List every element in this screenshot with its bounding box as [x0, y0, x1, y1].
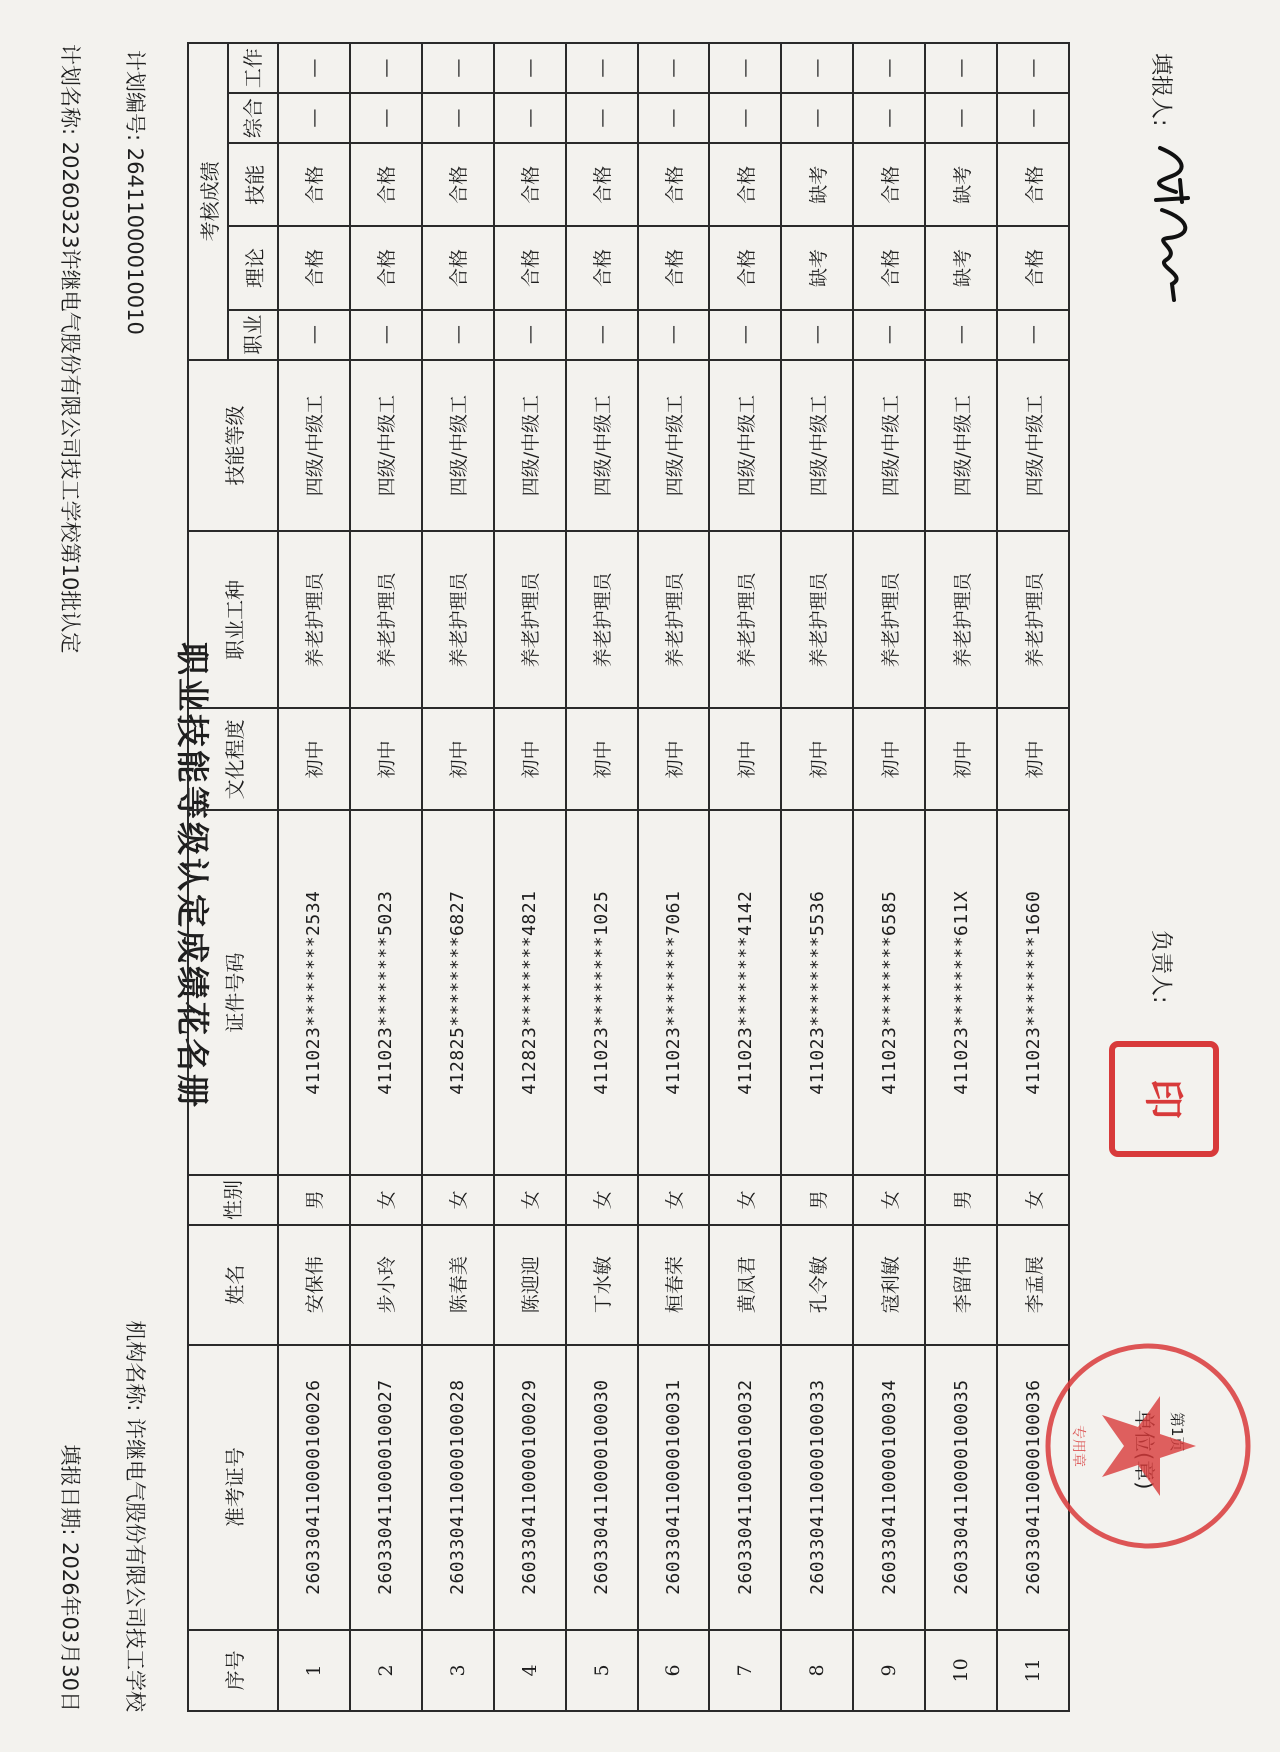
roster-table [187, 42, 1070, 1712]
row-skill-level: 四级/中级工 [709, 360, 781, 532]
row-score-skill: 合格 [709, 143, 781, 226]
table-row [638, 43, 710, 1711]
row-ticket-number: 2603304110000100032 [709, 1345, 781, 1630]
row-seq: 2 [350, 1630, 422, 1711]
row-education: 初中 [925, 708, 997, 810]
row-skill-level: 四级/中级工 [494, 360, 566, 532]
row-education: 初中 [566, 708, 638, 810]
row-ticket-number: 2603304110000100036 [997, 1345, 1069, 1630]
header-name: 姓名 [188, 1225, 278, 1345]
table-row [350, 43, 422, 1711]
plan-name-label: 计划名称: [58, 44, 82, 136]
row-education: 初中 [709, 708, 781, 810]
row-occupation: 养老护理员 [350, 531, 422, 708]
table-row [709, 43, 781, 1711]
row-score-overall: — [278, 93, 350, 143]
row-score-vocation: — [781, 310, 853, 360]
row-seq: 4 [494, 1630, 566, 1711]
row-id-number: 411023********1025 [566, 810, 638, 1174]
filler-label: 填报人: [1148, 53, 1173, 127]
row-ticket-number: 2603304110000100034 [853, 1345, 925, 1630]
header-score-work [228, 43, 278, 93]
header-score-vocation [228, 310, 278, 360]
svg-text:印: 印 [1140, 1079, 1186, 1119]
svg-text:专用章: 专用章 [1070, 1425, 1086, 1467]
plan-name [56, 44, 86, 653]
row-score-vocation: — [422, 310, 494, 360]
row-seq: 1 [278, 1630, 350, 1711]
row-occupation: 养老护理员 [709, 531, 781, 708]
row-score-skill: 合格 [494, 143, 566, 226]
header-score-group: 考核成绩 [188, 43, 228, 360]
row-occupation: 养老护理员 [781, 531, 853, 708]
personal-seal [1108, 1040, 1220, 1158]
row-name: 李留伟 [925, 1225, 997, 1345]
row-name: 李孟展 [997, 1225, 1069, 1345]
row-education: 初中 [853, 708, 925, 810]
row-skill-level: 四级/中级工 [853, 360, 925, 532]
row-score-vocation: — [925, 310, 997, 360]
header-occupation: 职业工种 [188, 531, 278, 708]
header-skill-level: 技能等级 [188, 360, 278, 532]
row-score-overall: — [853, 93, 925, 143]
row-seq: 6 [638, 1630, 710, 1711]
row-skill-level: 四级/中级工 [781, 360, 853, 532]
organization-name-label: 机构名称: [123, 1320, 147, 1412]
row-score-overall: — [925, 93, 997, 143]
row-name: 寇利敏 [853, 1225, 925, 1345]
row-gender: 女 [422, 1175, 494, 1225]
row-score-skill: 合格 [566, 143, 638, 226]
header-score-vocation-label: 职业 [241, 314, 265, 355]
row-id-number: 411023********5536 [781, 810, 853, 1174]
row-score-overall: — [997, 93, 1069, 143]
row-skill-level: 四级/中级工 [422, 360, 494, 532]
table-row [566, 43, 638, 1711]
report-date-label: 填报日期: [58, 1444, 82, 1536]
row-score-vocation: — [566, 310, 638, 360]
table-row [853, 43, 925, 1711]
row-score-theory: 合格 [278, 226, 350, 309]
row-gender: 女 [494, 1175, 566, 1225]
row-ticket-number: 2603304110000100035 [925, 1345, 997, 1630]
row-education: 初中 [494, 708, 566, 810]
row-score-overall: — [781, 93, 853, 143]
row-score-vocation: — [278, 310, 350, 360]
row-score-skill: 合格 [997, 143, 1069, 226]
table-row [422, 43, 494, 1711]
row-id-number: 412825********6827 [422, 810, 494, 1174]
row-id-number: 411023********4142 [709, 810, 781, 1174]
row-ticket-number: 2603304110000100030 [566, 1345, 638, 1630]
row-score-skill: 合格 [853, 143, 925, 226]
row-occupation: 养老护理员 [925, 531, 997, 708]
header-score-skill: 技能 [228, 143, 278, 226]
row-ticket-number: 2603304110000100031 [638, 1345, 710, 1630]
row-seq: 9 [853, 1630, 925, 1711]
row-gender: 男 [781, 1175, 853, 1225]
row-education: 初中 [638, 708, 710, 810]
row-score-vocation: — [638, 310, 710, 360]
row-score-overall: — [494, 93, 566, 143]
row-score-vocation: — [997, 310, 1069, 360]
table-row [494, 43, 566, 1711]
row-education: 初中 [781, 708, 853, 810]
row-score-theory: 合格 [853, 226, 925, 309]
roster-table-wrapper [187, 42, 1070, 1712]
row-score-skill: 合格 [638, 143, 710, 226]
header-ticket-number: 准考证号 [188, 1345, 278, 1630]
row-score-work: — [278, 43, 350, 93]
row-id-number: 411023********5023 [350, 810, 422, 1174]
report-date-value: 2026年03月30日 [58, 1542, 82, 1712]
row-occupation: 养老护理员 [422, 531, 494, 708]
row-skill-level: 四级/中级工 [350, 360, 422, 532]
table-row [925, 43, 997, 1711]
row-gender: 女 [350, 1175, 422, 1225]
row-occupation: 养老护理员 [997, 531, 1069, 708]
plan-number-value: 26411000010010 [123, 147, 147, 335]
row-ticket-number: 2603304110000100028 [422, 1345, 494, 1630]
row-gender: 女 [997, 1175, 1069, 1225]
head-label: 负责人: [1148, 930, 1173, 1004]
row-score-skill: 合格 [278, 143, 350, 226]
row-education: 初中 [350, 708, 422, 810]
row-score-skill: 缺考 [925, 143, 997, 226]
row-score-work: — [638, 43, 710, 93]
row-occupation: 养老护理员 [566, 531, 638, 708]
organization-name-value: 许继电气股份有限公司技工学校 [123, 1418, 147, 1712]
row-score-theory: 缺考 [781, 226, 853, 309]
row-score-theory: 合格 [566, 226, 638, 309]
plan-number-label: 计划编号: [123, 50, 147, 142]
row-name: 孔令敏 [781, 1225, 853, 1345]
row-score-work: — [422, 43, 494, 93]
row-education: 初中 [422, 708, 494, 810]
header-seq: 序号 [188, 1630, 278, 1711]
row-score-work: — [853, 43, 925, 93]
row-occupation: 养老护理员 [638, 531, 710, 708]
row-score-vocation: — [350, 310, 422, 360]
roster-rows [278, 43, 1069, 1711]
row-score-overall: — [709, 93, 781, 143]
filler-signature [1142, 140, 1202, 310]
row-skill-level: 四级/中级工 [566, 360, 638, 532]
row-score-skill: 合格 [422, 143, 494, 226]
row-gender: 女 [709, 1175, 781, 1225]
row-score-theory: 合格 [997, 226, 1069, 309]
row-education: 初中 [278, 708, 350, 810]
row-ticket-number: 2603304110000100027 [350, 1345, 422, 1630]
row-score-theory: 合格 [638, 226, 710, 309]
row-occupation: 养老护理员 [278, 531, 350, 708]
row-ticket-number: 2603304110000100026 [278, 1345, 350, 1630]
row-seq: 5 [566, 1630, 638, 1711]
row-name: 步小玲 [350, 1225, 422, 1345]
header-education: 文化程度 [188, 708, 278, 810]
row-occupation: 养老护理员 [494, 531, 566, 708]
row-score-theory: 合格 [350, 226, 422, 309]
row-seq: 3 [422, 1630, 494, 1711]
row-name: 安保伟 [278, 1225, 350, 1345]
row-seq: 11 [997, 1630, 1069, 1711]
header-gender [188, 1175, 278, 1225]
plan-number [121, 50, 151, 335]
row-score-vocation: — [494, 310, 566, 360]
row-name: 陈迎迎 [494, 1225, 566, 1345]
row-gender: 男 [278, 1175, 350, 1225]
row-name: 黄凤君 [709, 1225, 781, 1345]
row-score-vocation: — [853, 310, 925, 360]
header-gender-label: 性别 [221, 1179, 245, 1220]
row-id-number: 411023********1660 [997, 810, 1069, 1174]
row-score-work: — [781, 43, 853, 93]
row-education: 初中 [997, 708, 1069, 810]
row-seq: 7 [709, 1630, 781, 1711]
row-name: 丁水敏 [566, 1225, 638, 1345]
row-score-work: — [925, 43, 997, 93]
header-score-overall-label: 综合 [241, 98, 265, 139]
header-score-overall [228, 93, 278, 143]
row-score-work: — [494, 43, 566, 93]
row-id-number: 411023********6585 [853, 810, 925, 1174]
row-name: 桓春荣 [638, 1225, 710, 1345]
row-score-work: — [350, 43, 422, 93]
row-id-number: 412823********4821 [494, 810, 566, 1174]
row-score-theory: 缺考 [925, 226, 997, 309]
row-gender: 女 [638, 1175, 710, 1225]
header-id-number: 证件号码 [188, 810, 278, 1174]
page-number: 第1页 [1168, 1412, 1186, 1452]
row-seq: 10 [925, 1630, 997, 1711]
table-row [278, 43, 350, 1711]
row-ticket-number: 2603304110000100029 [494, 1345, 566, 1630]
document-title: 职业技能等级认定成绩花名册 [173, 642, 212, 1110]
row-score-work: — [566, 43, 638, 93]
report-date [56, 1444, 86, 1712]
row-skill-level: 四级/中级工 [278, 360, 350, 532]
row-id-number: 411023********2534 [278, 810, 350, 1174]
header-score-work-label: 工作 [241, 48, 265, 89]
row-id-number: 411023********611X [925, 810, 997, 1174]
row-score-overall: — [566, 93, 638, 143]
row-id-number: 411023********7061 [638, 810, 710, 1174]
row-gender: 女 [853, 1175, 925, 1225]
row-gender: 女 [566, 1175, 638, 1225]
row-skill-level: 四级/中级工 [638, 360, 710, 532]
row-score-theory: 合格 [422, 226, 494, 309]
row-score-skill: 缺考 [781, 143, 853, 226]
header-score-theory: 理论 [228, 226, 278, 309]
row-score-overall: — [638, 93, 710, 143]
row-skill-level: 四级/中级工 [925, 360, 997, 532]
row-score-work: — [709, 43, 781, 93]
table-row [781, 43, 853, 1711]
row-score-vocation: — [709, 310, 781, 360]
row-score-work: — [997, 43, 1069, 93]
plan-name-value: 20260323许继电气股份有限公司技工学校第10批认定 [58, 141, 82, 654]
row-score-theory: 合格 [494, 226, 566, 309]
row-name: 陈春美 [422, 1225, 494, 1345]
row-score-overall: — [350, 93, 422, 143]
organization-name [121, 1320, 151, 1712]
row-score-skill: 合格 [350, 143, 422, 226]
row-gender: 男 [925, 1175, 997, 1225]
row-score-overall: — [422, 93, 494, 143]
row-ticket-number: 2603304110000100033 [781, 1345, 853, 1630]
row-score-theory: 合格 [709, 226, 781, 309]
row-skill-level: 四级/中级工 [997, 360, 1069, 532]
official-seal [1038, 1336, 1258, 1556]
row-seq: 8 [781, 1630, 853, 1711]
row-occupation: 养老护理员 [853, 531, 925, 708]
